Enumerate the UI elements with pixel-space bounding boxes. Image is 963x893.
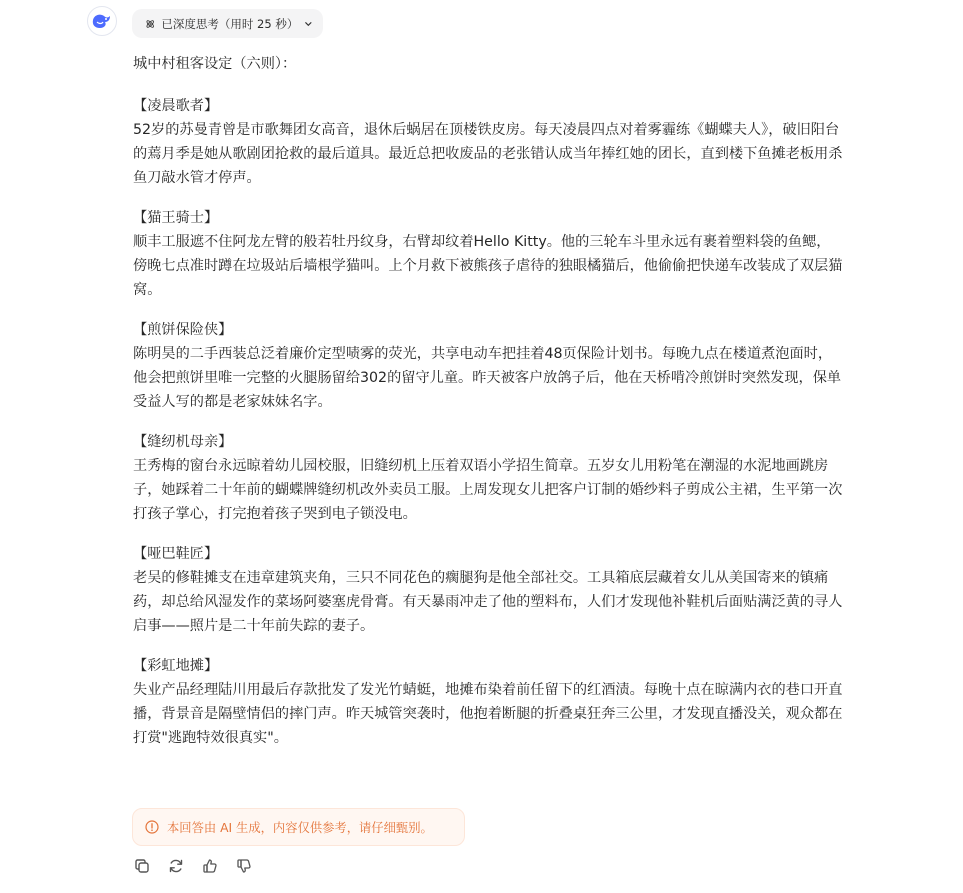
section-body: 顺丰工服遮不住阿龙左臂的般若牡丹纹身，右臂却纹着Hello Kitty。他的三轮车斗里永远有裹着塑料袋的鱼鳃，傍晚七点准时蹲在垃圾站后墙根学猫叫。上个月救下被熊孩子虐待的独眼橘猫后，他偷偷把快递车改装成了双层猫窝。	[133, 234, 843, 298]
ai-disclaimer-notice	[132, 808, 465, 846]
copy-icon	[134, 858, 150, 874]
section-title: 【彩虹地摊】	[133, 658, 219, 674]
section-3	[133, 318, 843, 414]
section-body: 52岁的苏曼青曾是市歌舞团女高音，退休后蜗居在顶楼铁皮房。每天凌晨四点对着雾霾练《蝴蝶夫人》，破旧阳台的蔫月季是她从歌剧团抢救的最后道具。最近总把收废品的老张错认成当年捧红她的团长，直到楼下鱼摊老板用杀鱼刀敲水管才停声。	[133, 122, 843, 186]
section-body: 王秀梅的窗台永远晾着幼儿园校服，旧缝纫机上压着双语小学招生简章。五岁女儿用粉笔在潮湿的水泥地画跳房子，她踩着二十年前的蝴蝶牌缝纫机改外卖员工服。上周发现女儿把客户订制的婚纱料子剪成公主裙，生平第一次打孩子掌心，打完抱着孩子哭到电子锁没电。	[133, 458, 843, 522]
thumbs-up-button[interactable]	[200, 855, 220, 877]
assistant-avatar	[87, 6, 117, 36]
thumbs-down-icon	[236, 858, 252, 874]
section-4	[133, 430, 843, 526]
section-2	[133, 206, 843, 302]
regenerate-icon	[168, 858, 184, 874]
section-title: 【缝纫机母亲】	[133, 434, 233, 450]
section-title: 【哑巴鞋匠】	[133, 546, 219, 562]
section-title: 【猫王骑士】	[133, 210, 219, 226]
atom-icon	[145, 18, 155, 30]
section-body: 失业产品经理陆川用最后存款批发了发光竹蜻蜓，地摊布染着前任留下的红酒渍。每晚十点在晾满内衣的巷口开直播，背景音是隔壁情侣的摔门声。昨天城管突袭时，他抱着断腿的折叠桌狂奔三公里，才发现直播没关，观众都在打赏"逃跑特效很真实"。	[133, 682, 843, 746]
answer-intro: 城中村租客设定（六则）：	[133, 56, 297, 72]
deepseek-whale-logo-icon	[91, 12, 113, 30]
disclaimer-text: 本回答由 AI 生成，内容仅供参考，请仔细甄别。	[167, 821, 433, 835]
answer-content	[133, 52, 843, 766]
info-circle-icon	[145, 820, 159, 834]
section-title: 【凌晨歌者】	[133, 98, 219, 114]
section-title: 【煎饼保险侠】	[133, 322, 233, 338]
deep-think-label: 已深度思考（用时 25 秒）	[161, 16, 299, 31]
regenerate-button[interactable]	[166, 855, 186, 877]
section-1	[133, 94, 843, 190]
copy-button[interactable]	[132, 855, 152, 877]
message-actions	[132, 855, 254, 877]
section-6	[133, 654, 843, 750]
section-body: 老吴的修鞋摊支在违章建筑夹角，三只不同花色的瘸腿狗是他全部社交。工具箱底层藏着女儿从美国寄来的镇痛药，却总给风湿发作的菜场阿婆塞虎骨膏。有天暴雨冲走了他的塑料布，人们才发现他补鞋机后面贴满泛黄的寻人启事——照片是二十年前失踪的妻子。	[133, 570, 843, 634]
chevron-down-icon	[304, 19, 313, 29]
section-body: 陈明昊的二手西装总泛着廉价定型啧雾的荧光，共享电动车把挂着48页保险计划书。每晚九点在楼道煮泡面时，他会把煎饼里唯一完整的火腿肠留给302的留守儿童。昨天被客户放鸽子后，他在天桥啃冷煎饼时突然发现，保单受益人写的都是老家妹妹名字。	[133, 346, 842, 410]
section-5	[133, 542, 843, 638]
deep-think-toggle[interactable]	[132, 9, 323, 38]
thumbs-up-icon	[202, 858, 218, 874]
thumbs-down-button[interactable]	[234, 855, 254, 877]
